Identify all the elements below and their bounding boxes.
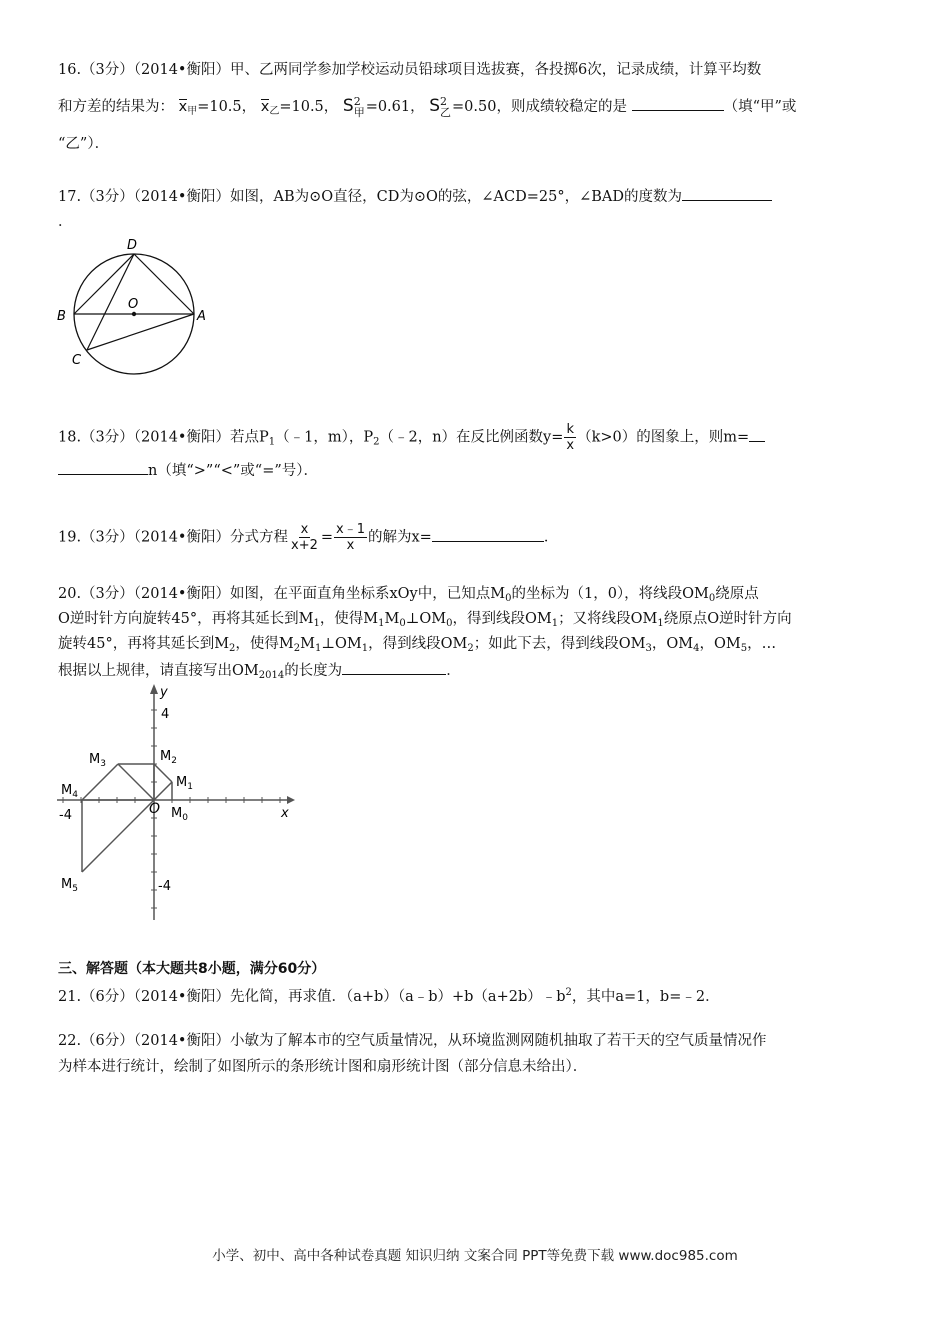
answer-blank[interactable] <box>432 527 544 542</box>
x-axis-arrow-icon <box>287 796 295 804</box>
fraction-k-over-x: $\frac{k}{x}$ <box>566 422 575 453</box>
fraction-left: $\frac{x}{x+2}$ <box>291 522 318 553</box>
variance-yi-value: =0.50，则成绩较稳定的是 <box>452 99 627 115</box>
coordinate-figure <box>55 680 300 925</box>
q16-line-3: “乙”）． <box>58 136 110 152</box>
x-axis-label: x <box>281 806 289 821</box>
point-labels <box>61 749 193 894</box>
q16-line-2 <box>58 96 796 122</box>
footer-text: 小学、初中、高中各种试卷真题 知识归纳 文案合同 PPT等免费下载 www.doc985.com <box>212 1248 738 1264</box>
spiral-segments <box>82 764 172 872</box>
q21-line: 21.（6分）（2014•衡阳）先化简，再求值．$(a+b)(a﹣b)+b(a+2b)﹣b^2$，其中a=1，b=﹣2． <box>58 987 720 1005</box>
label-m5: $M_5$ <box>61 877 78 894</box>
label-a: A <box>197 309 206 324</box>
origin-label: O <box>149 801 161 817</box>
label-m3: $M_3$ <box>89 752 106 769</box>
answer-blank[interactable] <box>682 186 772 201</box>
q22-line-1: 22.（6分）（2014•衡阳）小敏为了解本市的空气质量情况，从环境监测网随机抽取了若干天的空气质量情况作 <box>58 1033 767 1049</box>
x-bar-symbol: x <box>178 99 188 115</box>
fraction-right: $\frac{x﹣1}{x}$ <box>336 522 365 553</box>
q22-line-2: 为样本进行统计，绘制了如图所示的条形统计图和扇形统计图（部分信息未给出）． <box>58 1059 588 1075</box>
answer-blank[interactable] <box>58 460 148 475</box>
tick-label-y-4: 4 <box>161 707 170 722</box>
variance-symbol: S <box>342 96 354 116</box>
q16-prefix: 和方差的结果为： <box>58 99 174 115</box>
mean-yi-value: =10.5， <box>279 99 339 115</box>
center-point <box>132 312 136 316</box>
q20-line-4: 根据以上规律，请直接写出$OM_{2014}$的长度为 ． <box>58 660 461 686</box>
q16-line-1: 16.（3分）（2014•衡阳）甲、乙两同学参加学校运动员铅球项目选拔赛，各投掷6次，记录成绩，计算平均数 <box>58 62 762 78</box>
circle-figure <box>52 232 222 377</box>
label-b: B <box>57 309 66 324</box>
q20-line-3: 旋转45°，再将其延长到$M_2$，使得$M_2M_1\perp OM_1$，得到线段$OM_2$；如此下去，得到线段$OM_3$，$OM_4$，$OM_5$，… <box>58 636 777 654</box>
variance-jia-value: =0.61， <box>365 99 425 115</box>
q17-text: 17.（3分）（2014•衡阳）如图，AB为⊙O直径，CD为⊙O的弦，∠ACD=25°，∠BAD的度数为 <box>58 189 683 205</box>
tick-label-y-neg4: -4 <box>158 879 171 894</box>
tick-label-x-neg4: -4 <box>59 808 72 823</box>
label-o: O <box>128 297 139 312</box>
label-d: D <box>127 238 138 253</box>
mean-jia-value: =10.5， <box>197 99 257 115</box>
y-axis-label: y <box>160 685 168 700</box>
q20-line-1: 20.（3分）（2014•衡阳）如图，在平面直角坐标系xOy中，已知点$M_0$的坐标为（1，0），将线段$OM_0$绕原点 <box>58 586 759 604</box>
q20-line-2: O逆时针方向旋转45°，再将其延长到$M_1$，使得$M_1M_0\perp OM_0$，得到线段$OM_1$；又将线段$OM_1$绕原点O逆时针方向 <box>58 611 792 629</box>
y-axis-arrow-icon <box>150 684 158 694</box>
answer-blank[interactable] <box>749 427 765 442</box>
variance-jia-marks: 2 甲 <box>353 95 365 119</box>
chord-db <box>74 254 134 314</box>
variance-symbol: S <box>429 96 441 116</box>
q19-line: 19.（3分）（2014•衡阳）分式方程 $\frac{x}{x+2}$ = $\frac{x﹣1}{x}$ 的解为x= ． <box>58 522 559 553</box>
answer-blank[interactable] <box>342 660 446 675</box>
x-bar-symbol: x <box>260 99 270 115</box>
q16-hint: （填“甲”或 <box>723 99 797 115</box>
q18-line-1: 18.（3分）（2014•衡阳）若点$P_1(﹣1$，m），$P_2(﹣2$，n）在反比例函数y= $\frac{k}{x}$ （k>0）的图象上，则m= <box>58 422 765 453</box>
label-m2: $M_2$ <box>160 749 177 766</box>
q17-line-1 <box>58 186 772 207</box>
label-c: C <box>72 353 82 368</box>
label-m0: $M_0$ <box>171 806 188 823</box>
subscript-jia: 甲 <box>187 106 198 117</box>
q18-line-2: n（填“>”“<”或“=”号）． <box>58 460 318 481</box>
answer-blank[interactable] <box>632 96 724 111</box>
variance-yi-marks: 2 乙 <box>440 95 452 119</box>
label-m1: $M_1$ <box>176 775 193 792</box>
subscript-yi: 乙 <box>269 106 280 117</box>
q17-line-2: ． <box>58 214 73 230</box>
label-m4: $M_4$ <box>61 783 78 800</box>
section-heading: 三、解答题（本大题共8小题，满分60分） <box>58 961 326 977</box>
chord-da <box>134 254 194 314</box>
chord-ca <box>87 314 194 350</box>
